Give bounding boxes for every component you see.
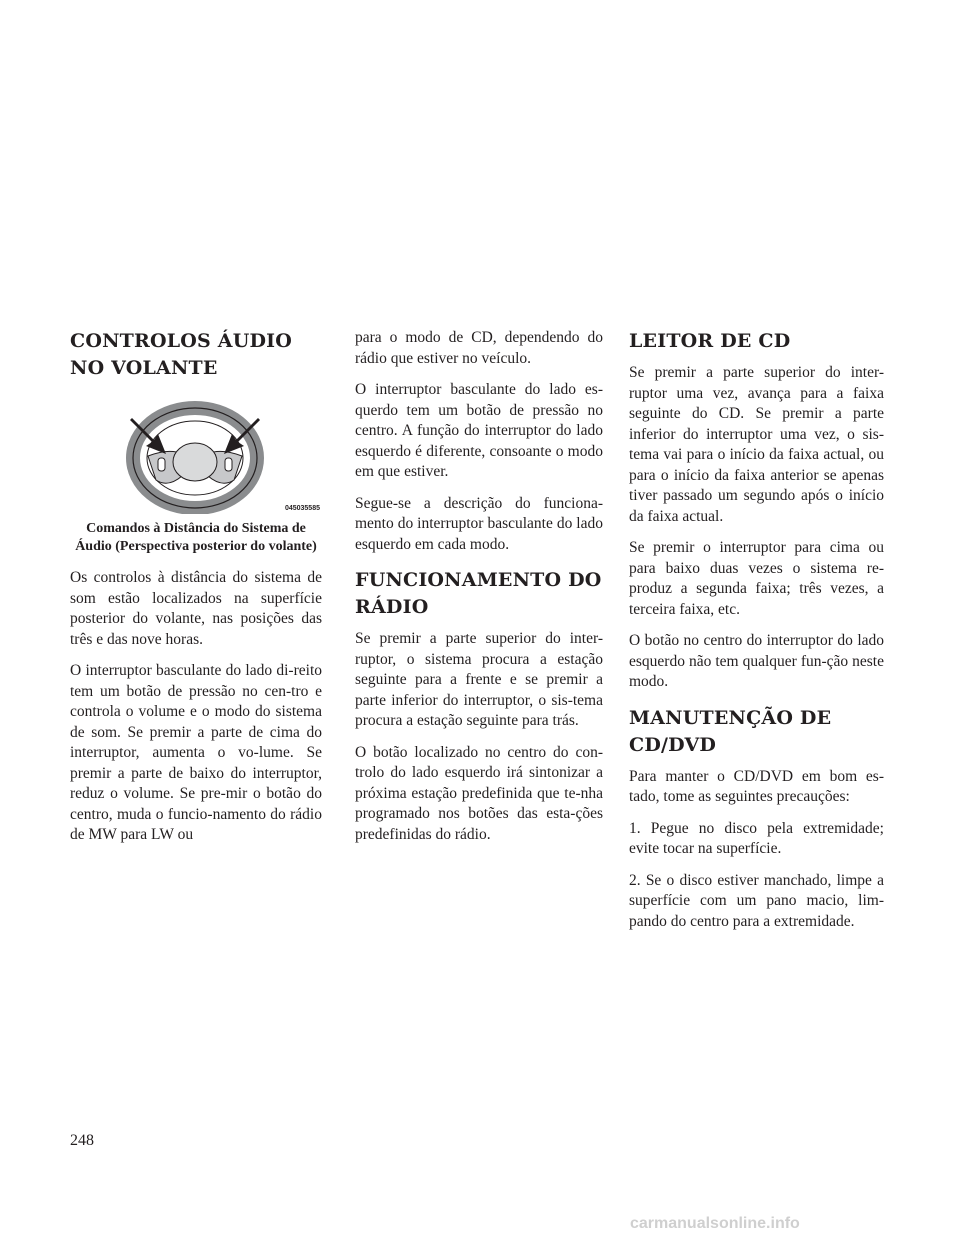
section-heading-radio: FUNCIONAMENTO DO RÁDIO <box>355 569 602 618</box>
paragraph: O botão no centro do interruptor do lado esquerdo não tem qualquer fun-ção neste modo. <box>629 632 884 690</box>
paragraph: para o modo de CD, dependendo do rádio que estiver no veículo. <box>355 329 603 367</box>
paragraph: Para manter o CD/DVD em bom es-tado, tome as seguintes precauções: <box>629 767 884 805</box>
paragraph: O botão localizado no centro do con-trolo do lado esquerdo irá sintonizar a próxima estação predefinida que te-nha programado nos botões das esta-ções predefinidas do rádio. <box>355 743 603 843</box>
column-2 <box>355 328 603 856</box>
section-heading-cd-dvd-care: MANUTENÇÃO DE CD/DVD <box>629 706 832 756</box>
figure-code: 045035585 <box>284 505 320 512</box>
figure-caption: Comandos à Distância do Sistema de Áudio (Perspectiva posterior do volante) <box>75 521 317 554</box>
paragraph: Se premir a parte superior do inter-ruptor, o sistema procura a estação seguinte para a frente e se premir a parte inferior do interruptor, o sis-tema procura a estação seguinte para trás. <box>355 630 603 729</box>
section-heading-cd-player: LEITOR DE CD <box>629 330 791 352</box>
steering-wheel-illustration <box>70 396 322 514</box>
left-rocker-switch <box>158 458 165 471</box>
paragraph: Segue-se a descrição do funciona-mento do interruptor basculante do lado esquerdo em cada modo. <box>355 494 603 553</box>
paragraph: Se premir o interruptor para cima ou para baixo duas vezes o sistema re-produz a segunda faixa; três vezes, a terceira faixa, etc. <box>629 539 884 618</box>
paragraph: Os controlos à distância do sistema de som estão localizados na superfície posterior do volante, nas posições das três e das nove horas. <box>70 569 322 648</box>
paragraph: O interruptor basculante do lado es-querdo tem um botão de pressão no centro. A função do interruptor do lado esquerdo é diferente, consoante o modo em que estiver. <box>355 381 603 480</box>
paragraph: 2. Se o disco estiver manchado, limpe a superfície com um pano macio, lim-pando do centro para a extremidade. <box>629 871 884 930</box>
section-heading-steering-audio: CONTROLOS ÁUDIO NO VOLANTE <box>70 330 292 379</box>
paragraph: 1. Pegue no disco pela extremidade; evite tocar na superfície. <box>629 819 884 857</box>
paragraph: O interruptor basculante do lado di-reito tem um botão de pressão no cen-tro e controla o volume e o modo do sistema de som. Se premir a parte de cima do interruptor, aumenta o vo-lume. Se premir a parte de baixo do interruptor, reduz o volume. Se pre-mir o botão do centro, muda o funcio-namento do rádio de MW para LW ou <box>70 662 322 843</box>
steering-wheel-figure <box>70 396 322 514</box>
page-number: 248 <box>70 1132 94 1149</box>
column-3 <box>629 328 884 943</box>
column-1 <box>70 328 322 857</box>
right-rocker-switch <box>225 458 232 471</box>
wheel-hub <box>173 443 217 481</box>
watermark: carmanualsonline.info <box>630 1215 800 1232</box>
paragraph: Se premir a parte superior do inter-ruptor uma vez, avança para a faixa seguinte do CD. Se premir a parte inferior do interruptor uma vez, o sis-tema vai para o início da faixa actual, ou para o início da faixa anterior se apenas tiver passado um segundo após o início da faixa actual. <box>629 364 884 525</box>
